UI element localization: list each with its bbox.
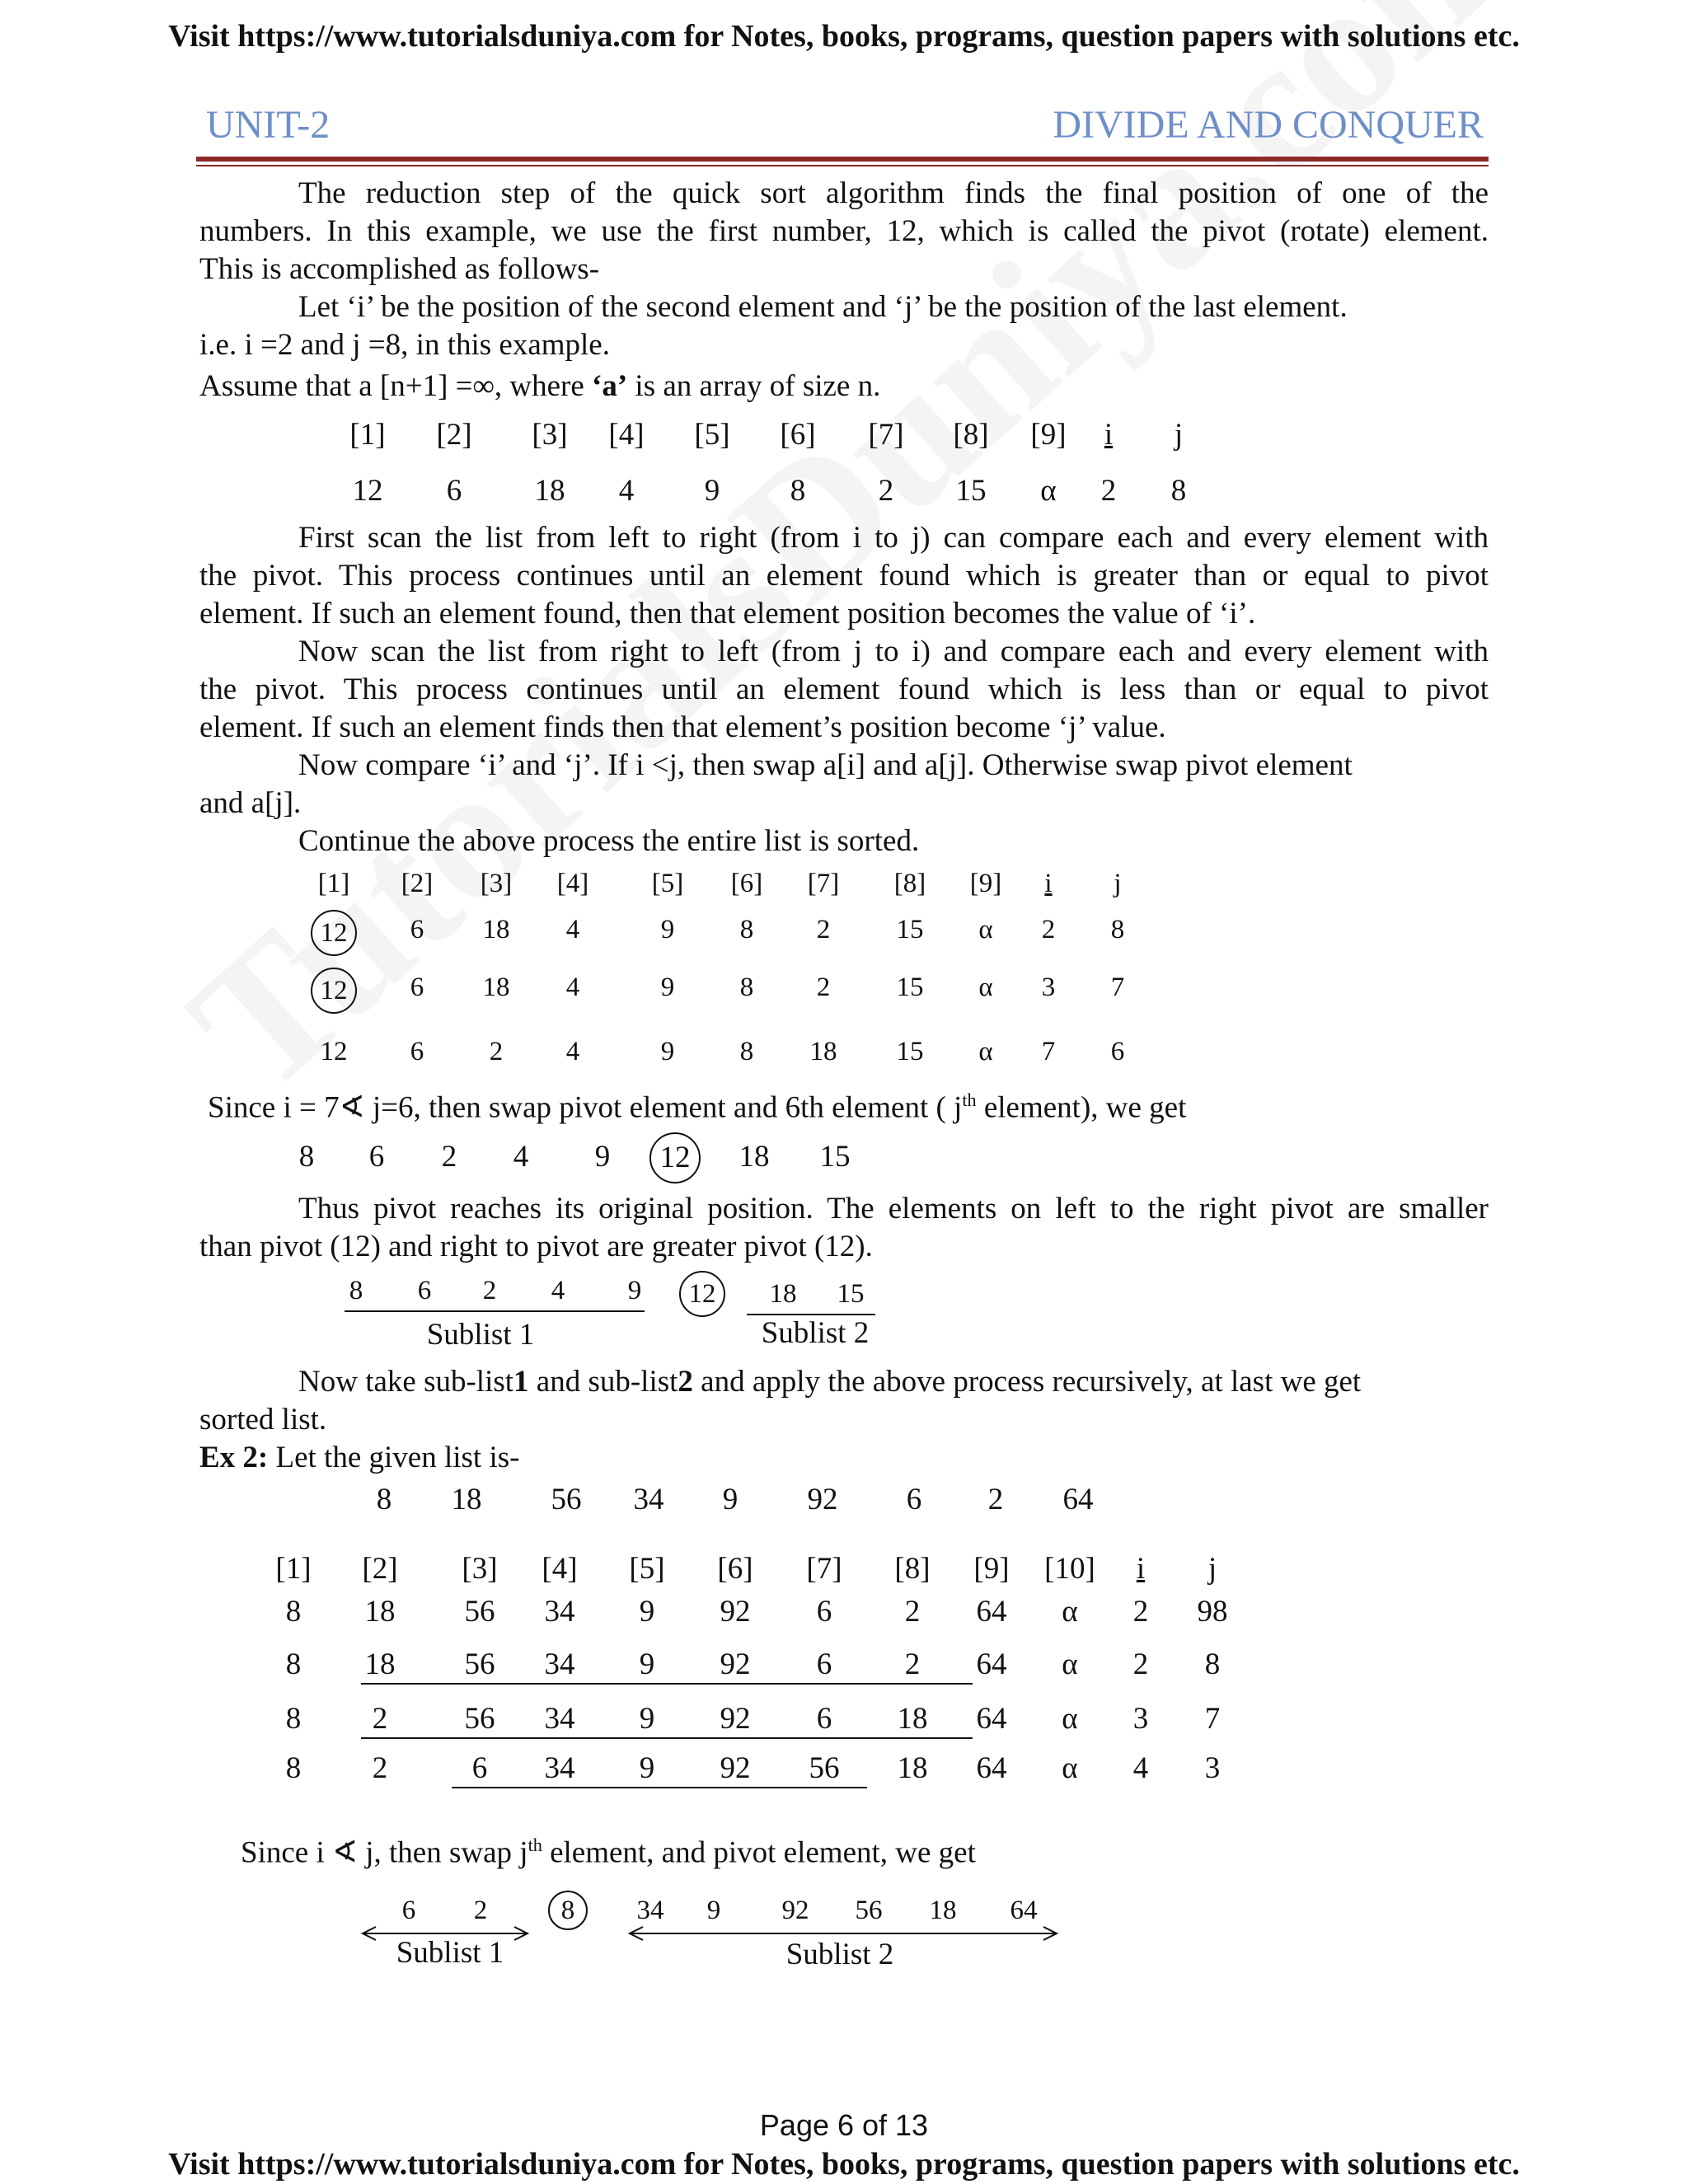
sublist2-value: 56 (855, 1896, 883, 1925)
pivot-value: 8 (548, 1891, 588, 1930)
chapter-title: DIVIDE AND CONQUER (1053, 103, 1484, 147)
swap-result-cell: 8 (298, 1140, 315, 1174)
table3-cell: 92 (720, 1751, 751, 1785)
para3: Assume that a [n+1] =∞, where ‘a’ is an array of size n. (199, 369, 881, 403)
table2-cell: 8 (739, 1037, 754, 1066)
table3-cell: 8 (285, 1702, 302, 1736)
table3-header-cell: [1] (275, 1552, 312, 1586)
table3-cell: 9 (639, 1595, 655, 1629)
sublist2-value: 64 (1010, 1896, 1038, 1925)
table3-header-cell: i (1136, 1552, 1146, 1586)
table3-cell: 6 (471, 1751, 488, 1785)
para4-line3: element. If such an element found, then that element position becomes the value of ‘i’. (199, 597, 1256, 630)
table2-header-cell: [8] (893, 869, 926, 898)
swap-result-cell: 18 (738, 1140, 770, 1174)
table1-header-cell: [5] (694, 418, 730, 452)
page-number: Page 6 of 13 (759, 2108, 929, 2142)
table3-cell: α (1062, 1702, 1078, 1736)
table3-cell: 34 (544, 1595, 575, 1629)
table2-header-cell: [5] (651, 869, 684, 898)
table3-cell: 9 (639, 1702, 655, 1736)
table2-cell: 12 (320, 1037, 348, 1066)
para5-line2: the pivot. This process continues until an element found which is less than or equal to pivot (199, 673, 1489, 706)
table3-header-cell: [7] (806, 1552, 842, 1586)
table1-cell: 8 (790, 474, 806, 508)
table3-cell: 6 (816, 1595, 832, 1629)
table1-cell: 15 (955, 474, 987, 508)
ex2-list-value: 6 (906, 1483, 922, 1516)
table3-cell: 18 (364, 1595, 396, 1629)
sublist1-value: 4 (551, 1276, 565, 1305)
table3-cell: α (1062, 1595, 1078, 1629)
table2-header-cell: i (1044, 869, 1053, 898)
table1-header-cell: [4] (608, 418, 645, 452)
table1-header-cell: [6] (780, 418, 816, 452)
table3-header-cell: [2] (362, 1552, 398, 1586)
table3-cell: 92 (720, 1595, 751, 1629)
table3-cell: 8 (285, 1647, 302, 1681)
table3-cell: 6 (816, 1702, 832, 1736)
table2-header-cell: [3] (480, 869, 513, 898)
para6-line2: and a[j]. (199, 786, 302, 820)
table3-rule-3 (452, 1787, 867, 1788)
sublist2-value: 9 (706, 1896, 721, 1925)
sublist1-value: 8 (349, 1276, 363, 1305)
table2-cell: 9 (660, 1037, 675, 1066)
table3-cell: 64 (976, 1702, 1007, 1736)
table2-cell: 8 (739, 972, 754, 1002)
table3-cell: 56 (464, 1702, 495, 1736)
table3-cell: 3 (1132, 1702, 1149, 1736)
table2-header-cell: [1] (317, 869, 350, 898)
sublist1-value: 2 (473, 1896, 488, 1925)
sublist1-label: Sublist 1 (396, 1936, 504, 1970)
table2-header-cell: j (1114, 869, 1122, 898)
table2-cell: 12 (311, 910, 357, 956)
para2-line1: Let ‘i’ be the position of the second element and ‘j’ be the position of the last element. (298, 290, 1348, 324)
table3-header-cell: [4] (542, 1552, 578, 1586)
para2-line2: i.e. i =2 and j =8, in this example. (199, 328, 610, 362)
table3-cell: 3 (1204, 1751, 1221, 1785)
table3-header-cell: [9] (973, 1552, 1010, 1586)
swap-result-cell: 9 (594, 1140, 611, 1174)
table3-header-cell: [5] (629, 1552, 665, 1586)
ex2-list-value: 9 (722, 1483, 738, 1516)
pivot-value: 12 (679, 1271, 725, 1317)
sublist2-label: Sublist 2 (785, 1938, 894, 1971)
table2-cell: 3 (1041, 972, 1056, 1002)
table2-cell: 6 (410, 972, 424, 1002)
sublist1-value: 6 (401, 1896, 416, 1925)
table1-cell: 2 (878, 474, 894, 508)
table2-cell: 2 (816, 915, 831, 944)
table2-cell: 4 (565, 972, 580, 1002)
ex2-list-value: 92 (807, 1483, 838, 1516)
top-banner[interactable]: Visit https://www.tutorialsduniya.com for Notes, books, programs, question papers with solutions etc. (168, 19, 1520, 54)
table2-cell: 18 (482, 972, 510, 1002)
para8-line2: than pivot (12) and right to pivot are greater pivot (12). (199, 1230, 873, 1263)
table3-header-cell: [6] (717, 1552, 753, 1586)
table2-header-cell: [6] (730, 869, 763, 898)
table2-cell: 6 (1110, 1037, 1125, 1066)
table2-cell: 8 (1110, 915, 1125, 944)
table2-header-cell: [4] (556, 869, 589, 898)
ex2-list-value: 56 (551, 1483, 582, 1516)
para1-line2: numbers. In this example, we use the first number, 12, which is called the pivot (rotate) element. (199, 214, 1489, 248)
table3-cell: 8 (285, 1751, 302, 1785)
table1-cell: 9 (704, 474, 720, 508)
table3-header-cell: [8] (894, 1552, 931, 1586)
table3-cell: 18 (897, 1751, 928, 1785)
table2-header-cell: [2] (401, 869, 434, 898)
table2-cell: 15 (896, 915, 924, 944)
table2-cell: 2 (816, 972, 831, 1002)
sublist1-value: 9 (627, 1276, 642, 1305)
sublist1-label: Sublist 1 (426, 1318, 535, 1352)
table1-cell: 4 (618, 474, 635, 508)
since-line-1: Since i = 7∢ j=6, then swap pivot element and 6th element ( $j^{th}$ element), we get (208, 1090, 1187, 1125)
table2-cell: 4 (565, 1037, 580, 1066)
table2-cell: 15 (896, 1037, 924, 1066)
sublist2-value: 18 (929, 1896, 957, 1925)
table2-cell: 9 (660, 972, 675, 1002)
sublist2-value: 15 (837, 1279, 865, 1309)
para1-line3: This is accomplished as follows- (199, 252, 600, 286)
para1-line1: The reduction step of the quick sort algorithm finds the final position of one of the (298, 176, 1489, 210)
table2-cell: 15 (896, 972, 924, 1002)
table2-cell: 7 (1110, 972, 1125, 1002)
table1-cell: 2 (1100, 474, 1117, 508)
table1-header-cell: [7] (868, 418, 904, 452)
para9-line2: sorted list. (199, 1403, 327, 1436)
table3-cell: 7 (1204, 1702, 1221, 1736)
sublist2-value: 92 (781, 1896, 809, 1925)
table2-cell: 6 (410, 915, 424, 944)
ex2-intro: Ex 2: Let the given list is- (199, 1441, 520, 1474)
table3-cell: 8 (285, 1595, 302, 1629)
table2-cell: 2 (489, 1037, 504, 1066)
table2-cell: 8 (739, 915, 754, 944)
para7: Continue the above process the entire list is sorted. (298, 824, 920, 858)
ex2-list-value: 2 (987, 1483, 1004, 1516)
para9-line1: Now take sub-list1 and sub-list2 and apply the above process recursively, at last we get (298, 1365, 1362, 1399)
table2-cell: 9 (660, 915, 675, 944)
table3-cell: 92 (720, 1647, 751, 1681)
table2-cell: 4 (565, 915, 580, 944)
table1-cell: 8 (1170, 474, 1187, 508)
table3-cell: 34 (544, 1647, 575, 1681)
ex2-list-value: 18 (451, 1483, 482, 1516)
table3-rule-2 (361, 1737, 973, 1739)
table3-cell: α (1062, 1751, 1078, 1785)
table1-header-cell: j (1174, 418, 1184, 452)
table1-cell: 18 (534, 474, 565, 508)
table1-cell: α (1040, 474, 1057, 508)
table3-cell: 9 (639, 1751, 655, 1785)
table3-header-cell: j (1207, 1552, 1217, 1586)
table3-cell: α (1062, 1647, 1078, 1681)
sublist1-value: 6 (417, 1276, 432, 1305)
table3-cell: 2 (372, 1751, 388, 1785)
table3-cell: 64 (976, 1647, 1007, 1681)
table3-cell: 2 (1132, 1647, 1149, 1681)
table3-cell: 6 (816, 1647, 832, 1681)
table3-cell: 2 (904, 1647, 921, 1681)
ex2-list-value: 8 (376, 1483, 392, 1516)
table3-cell: 56 (464, 1647, 495, 1681)
table3-cell: 2 (372, 1702, 388, 1736)
ex2-list-value: 64 (1062, 1483, 1094, 1516)
sublist2-value: 18 (769, 1279, 797, 1309)
table3-cell: 64 (976, 1751, 1007, 1785)
table2-cell: 18 (809, 1037, 837, 1066)
table1-header-cell: i (1104, 418, 1114, 452)
sublist2-value: 34 (636, 1896, 664, 1925)
swap-result-cell: 12 (649, 1132, 701, 1183)
sublist1-value: 2 (482, 1276, 497, 1305)
sublist2-label: Sublist 2 (761, 1316, 870, 1350)
table2-header-cell: [9] (969, 869, 1002, 898)
table1-header-cell: [1] (349, 418, 386, 452)
table3-cell: 34 (544, 1702, 575, 1736)
table3-cell: 56 (809, 1751, 840, 1785)
table3-cell: 2 (1132, 1595, 1149, 1629)
table3-header-cell: [10] (1044, 1552, 1095, 1586)
header-rule (196, 157, 1489, 162)
para4-line1: First scan the list from left to right (from i to j) can compare each and every element with (298, 521, 1489, 555)
table3-header-cell: [3] (462, 1552, 498, 1586)
table3-cell: 92 (720, 1702, 751, 1736)
swap-result-cell: 4 (513, 1140, 529, 1174)
table1-header-cell: [2] (436, 418, 472, 452)
table2-cell: α (978, 972, 993, 1002)
table1-header-cell: [3] (532, 418, 568, 452)
unit-label: UNIT-2 (206, 103, 331, 147)
table3-cell: 18 (364, 1647, 396, 1681)
table1-header-cell: [8] (953, 418, 989, 452)
table2-cell: α (978, 1037, 993, 1066)
table3-rule-1 (361, 1683, 973, 1685)
ex2-list-value: 34 (633, 1483, 664, 1516)
table1-header-cell: [9] (1030, 418, 1067, 452)
swap-result-cell: 15 (819, 1140, 851, 1174)
table3-cell: 56 (464, 1595, 495, 1629)
para8-line1: Thus pivot reaches its original position. The elements on left to the right pivot are smaller (298, 1192, 1489, 1226)
since-line-2: Since i ∢ j, then swap $j^{th}$ element, and pivot element, we get (241, 1835, 976, 1870)
table1-cell: 6 (446, 474, 462, 508)
table3-cell: 64 (976, 1595, 1007, 1629)
table2-cell: 18 (482, 915, 510, 944)
table2-cell: α (978, 915, 993, 944)
header-rule-thin (196, 165, 1489, 166)
table3-cell: 2 (904, 1595, 921, 1629)
table3-cell: 4 (1132, 1751, 1149, 1785)
table2-header-cell: [7] (807, 869, 840, 898)
para4-line2: the pivot. This process continues until an element found which is greater than or equal to pivot (199, 559, 1489, 593)
table2-cell: 12 (311, 968, 357, 1014)
bottom-banner[interactable]: Visit https://www.tutorialsduniya.com for Notes, books, programs, question papers with solutions etc. (168, 2147, 1520, 2182)
para5-line3: element. If such an element finds then that element’s position become ‘j’ value. (199, 710, 1166, 744)
table2-cell: 6 (410, 1037, 424, 1066)
sublist1-rule (345, 1310, 645, 1312)
swap-result-cell: 6 (368, 1140, 385, 1174)
table2-cell: 2 (1041, 915, 1056, 944)
table3-cell: 8 (1204, 1647, 1221, 1681)
swap-result-cell: 2 (441, 1140, 457, 1174)
para5-line1: Now scan the list from right to left (from j to i) and compare each and every element with (298, 635, 1489, 668)
table2-cell: 7 (1041, 1037, 1056, 1066)
para6-line1: Now compare ‘i’ and ‘j’. If i <j, then swap a[i] and a[j]. Otherwise swap pivot element (298, 748, 1353, 782)
table3-cell: 18 (897, 1702, 928, 1736)
table1-cell: 12 (352, 474, 383, 508)
table3-cell: 9 (639, 1647, 655, 1681)
table3-cell: 34 (544, 1751, 575, 1785)
table3-cell: 98 (1197, 1595, 1228, 1629)
